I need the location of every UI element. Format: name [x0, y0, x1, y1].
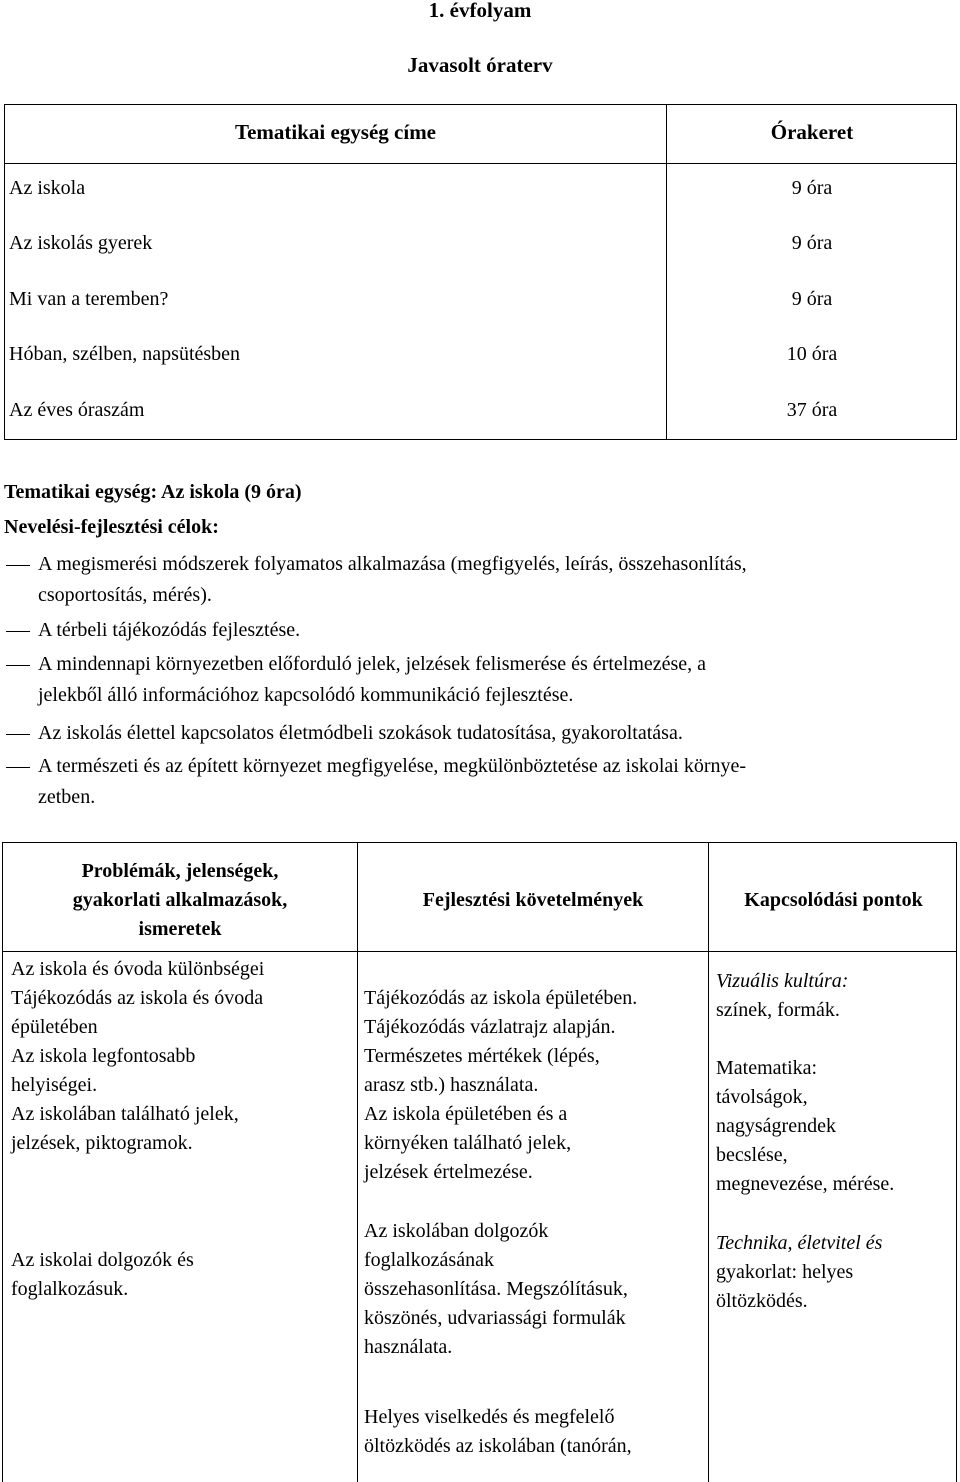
requirements-block: Tájékozódás az iskola épületében. Tájékozódás vázlatrajz alapján. Természetes mértékek (lépés, arasz stb.) használata. Az iskola épületében és a környéken található jelek, jelzések értelmezése. [364, 987, 638, 1183]
dash-bullet [6, 631, 30, 632]
unit-title: Mi van a teremben? [9, 288, 169, 310]
requirements-block: Helyes viselkedés és megfelelő öltözködés az iskolában (tanórán, [364, 1406, 632, 1457]
header-problems: Problémák, jelenségek, gyakorlati alkalmazások, ismeretek [72, 860, 288, 940]
plan-title: Javasolt óraterv [407, 53, 553, 77]
total-label: Az éves óraszám [9, 399, 145, 421]
table-row [5, 288, 956, 318]
connection-technology: Technika, életvitel és gyakorlat: helyes öltözködés. [716, 1232, 883, 1312]
connection-math: Matematika: távolságok, nagyságrendek becslése, megnevezése, mérése. [716, 1057, 895, 1195]
unit-hours: 9 óra [791, 232, 833, 254]
timetable-header-hours: Órakeret [770, 120, 854, 144]
unit-hours: 9 óra [791, 288, 833, 310]
goal-item: Az iskolás élettel kapcsolatos életmódbeli szokások tudatosítása, gyakoroltatása. [38, 722, 683, 744]
table-row [5, 232, 956, 262]
table-row [5, 177, 956, 207]
total-hours: 37 óra [786, 399, 838, 421]
goal-item: A mindennapi környezetben előforduló jelek, jelzések felismerése és értelmezése, a jelekből álló információhoz kapcsolódó kommunikáció fejlesztése. [38, 653, 707, 706]
problems-block: Az iskola és óvoda különbségei Tájékozódás az iskola és óvoda épületében Az iskola legfontosabb helyiségei. Az iskolában található jelek, jelzések, piktogramok. [11, 958, 265, 1154]
unit-hours: 10 óra [786, 343, 838, 365]
dash-bullet [6, 565, 30, 566]
goal-item: A megismerési módszerek folyamatos alkalmazása (megfigyelés, leírás, összehasonlítás, csoportosítás, mérés). [38, 553, 747, 606]
table-row [5, 343, 956, 373]
goals-heading: Nevelési-fejlesztési célok: [4, 516, 219, 538]
dash-bullet [6, 665, 30, 666]
goal-item: A természeti és az épített környezet megfigyelése, megkülönböztetése az iskolai környe- zetben. [38, 755, 747, 808]
grade-title: 1. évfolyam [428, 0, 532, 22]
unit-hours: 9 óra [791, 177, 833, 199]
unit-title: Az iskola [9, 177, 86, 199]
unit-heading: Tematikai egység: Az iskola (9 óra) [4, 481, 302, 503]
header-connections: Kapcsolódási pontok [744, 889, 923, 911]
dash-bullet [6, 767, 30, 768]
content-table [2, 842, 957, 1482]
goal-item: A térbeli tájékozódás fejlesztése. [38, 619, 301, 641]
requirements-block: Az iskolában dolgozók foglalkozásának összehasonlítása. Megszólításuk, köszönés, udvariassági formulák használata. [364, 1220, 628, 1358]
problems-block: Az iskolai dolgozók és foglalkozásuk. [11, 1249, 194, 1300]
dash-bullet [6, 734, 30, 735]
table-row [5, 399, 956, 429]
timetable-header-title: Tematikai egység címe [234, 120, 437, 144]
timetable [4, 104, 957, 440]
connection-visual-arts: Vizuális kultúra: színek, formák. [716, 970, 849, 1021]
unit-title: Hóban, szélben, napsütésben [9, 343, 241, 365]
header-requirements: Fejlesztési követelmények [422, 889, 644, 911]
unit-title: Az iskolás gyerek [9, 232, 153, 254]
